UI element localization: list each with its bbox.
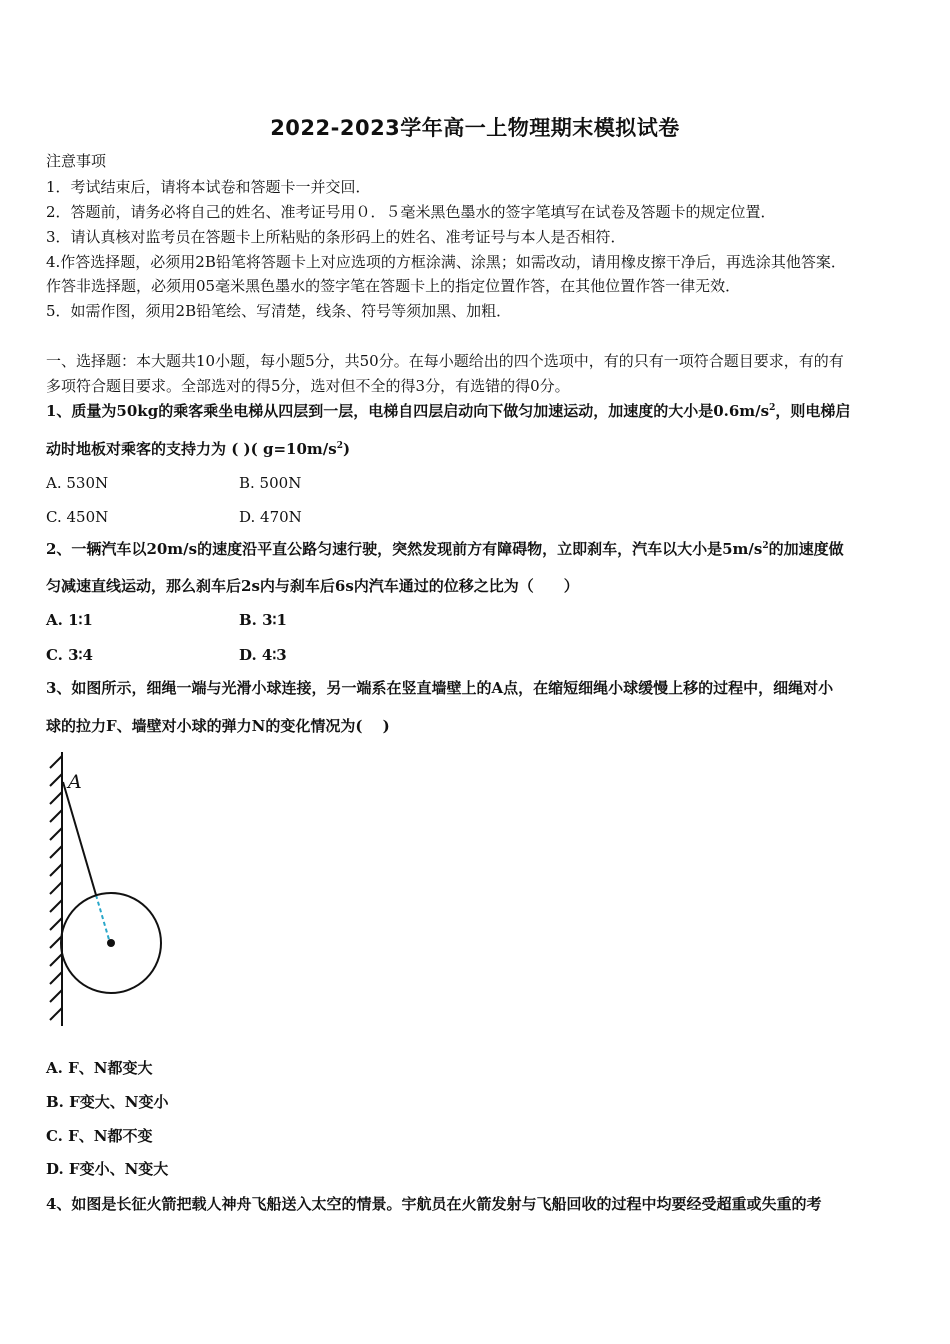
question-1-text: 1、质量为50kg的乘客乘坐电梯从四层到一层，电梯自四层启动向下做匀加速运动，加速度的大小是$0.6m/s^2$，则电梯启 [46, 402, 851, 420]
notice-item: 1．考试结束后，请将本试卷和答题卡一并交回． [46, 178, 371, 196]
page-title: 2022-2023学年高一上物理期末模拟试卷 [270, 116, 680, 140]
question-2-text: 2、一辆汽车以20m/s的速度沿平直公路匀速行驶，突然发现前方有障碍物，立即刹车，汽车以大小是$5m/s^2$的加速度做 [46, 540, 844, 558]
point-a-label: A [68, 771, 82, 793]
q2-option-a: A. 1∶1 [46, 611, 93, 629]
notice-item: 5．如需作图，须用2B铅笔绘、写清楚，线条、符号等须加黑、加粗． [46, 302, 512, 320]
question-3-text: 3、如图所示，细绳一端与光滑小球连接，另一端系在竖直墙壁上的A点，在缩短细绳小球缓慢上移的过程中，细绳对小 [46, 679, 834, 697]
question-3-text-cont: 球的拉力F、墙壁对小球的弹力N的变化情况为( ) [46, 717, 390, 735]
question-2-text-cont: 匀减速直线运动，那么刹车后2s内与刹车后6s内汽车通过的位移之比为（ ） [46, 577, 579, 595]
q2-option-d: D. 4∶3 [239, 646, 287, 664]
notice-item: 3．请认真核对监考员在答题卡上所粘贴的条形码上的姓名、准考证号与本人是否相符． [46, 228, 626, 246]
section-instructions: 一、选择题：本大题共10小题，每小题5分，共50分。在每小题给出的四个选项中，有的只有一项符合题目要求，有的有 [46, 352, 844, 370]
q2-option-b: B. 3∶1 [239, 611, 287, 629]
q3-option-d: D. F变小、N变大 [46, 1160, 169, 1178]
q1-option-a: A. 530N [46, 474, 109, 492]
ball-center [107, 939, 115, 947]
section-instructions-cont: 多项符合题目要求。全部选对的得5分，选对但不全的得3分，有选错的得0分。 [46, 377, 570, 395]
q3-option-c: C. F、N都不变 [46, 1127, 153, 1145]
question-1-text-cont: 动时地板对乘客的支持力为 ( )( $g=10m/s^2$) [46, 440, 351, 458]
notice-heading: 注意事项 [46, 152, 107, 170]
rope-extension-dashed [96, 895, 110, 943]
wall-ball-diagram [44, 748, 174, 1033]
q1-option-d: D. 470N [239, 508, 302, 526]
notice-item: 作答非选择题，必须用05毫米黑色墨水的签字笔在答题卡上的指定位置作答，在其他位置作答一律无效． [46, 277, 741, 295]
rope [63, 782, 96, 895]
q3-option-a: A. F、N都变大 [46, 1059, 153, 1077]
notice-item: 2．答题前，请务必将自己的姓名、准考证号用０．５毫米黑色墨水的签字笔填写在试卷及答题卡的规定位置． [46, 203, 776, 221]
q2-option-c: C. 3∶4 [46, 646, 93, 664]
question-4-text: 4、如图是长征火箭把载人神舟飞船送入太空的情景。宇航员在火箭发射与飞船回收的过程中均要经受超重或失重的考 [46, 1195, 822, 1213]
q1-option-c: C. 450N [46, 508, 109, 526]
notice-item: 4.作答选择题，必须用2B铅笔将答题卡上对应选项的方框涂满、涂黑；如需改动，请用橡皮擦干净后，再选涂其他答案． [46, 253, 846, 271]
wall-hatching [50, 752, 62, 1026]
q1-option-b: B. 500N [239, 474, 302, 492]
q3-option-b: B. F变大、N变小 [46, 1093, 169, 1111]
